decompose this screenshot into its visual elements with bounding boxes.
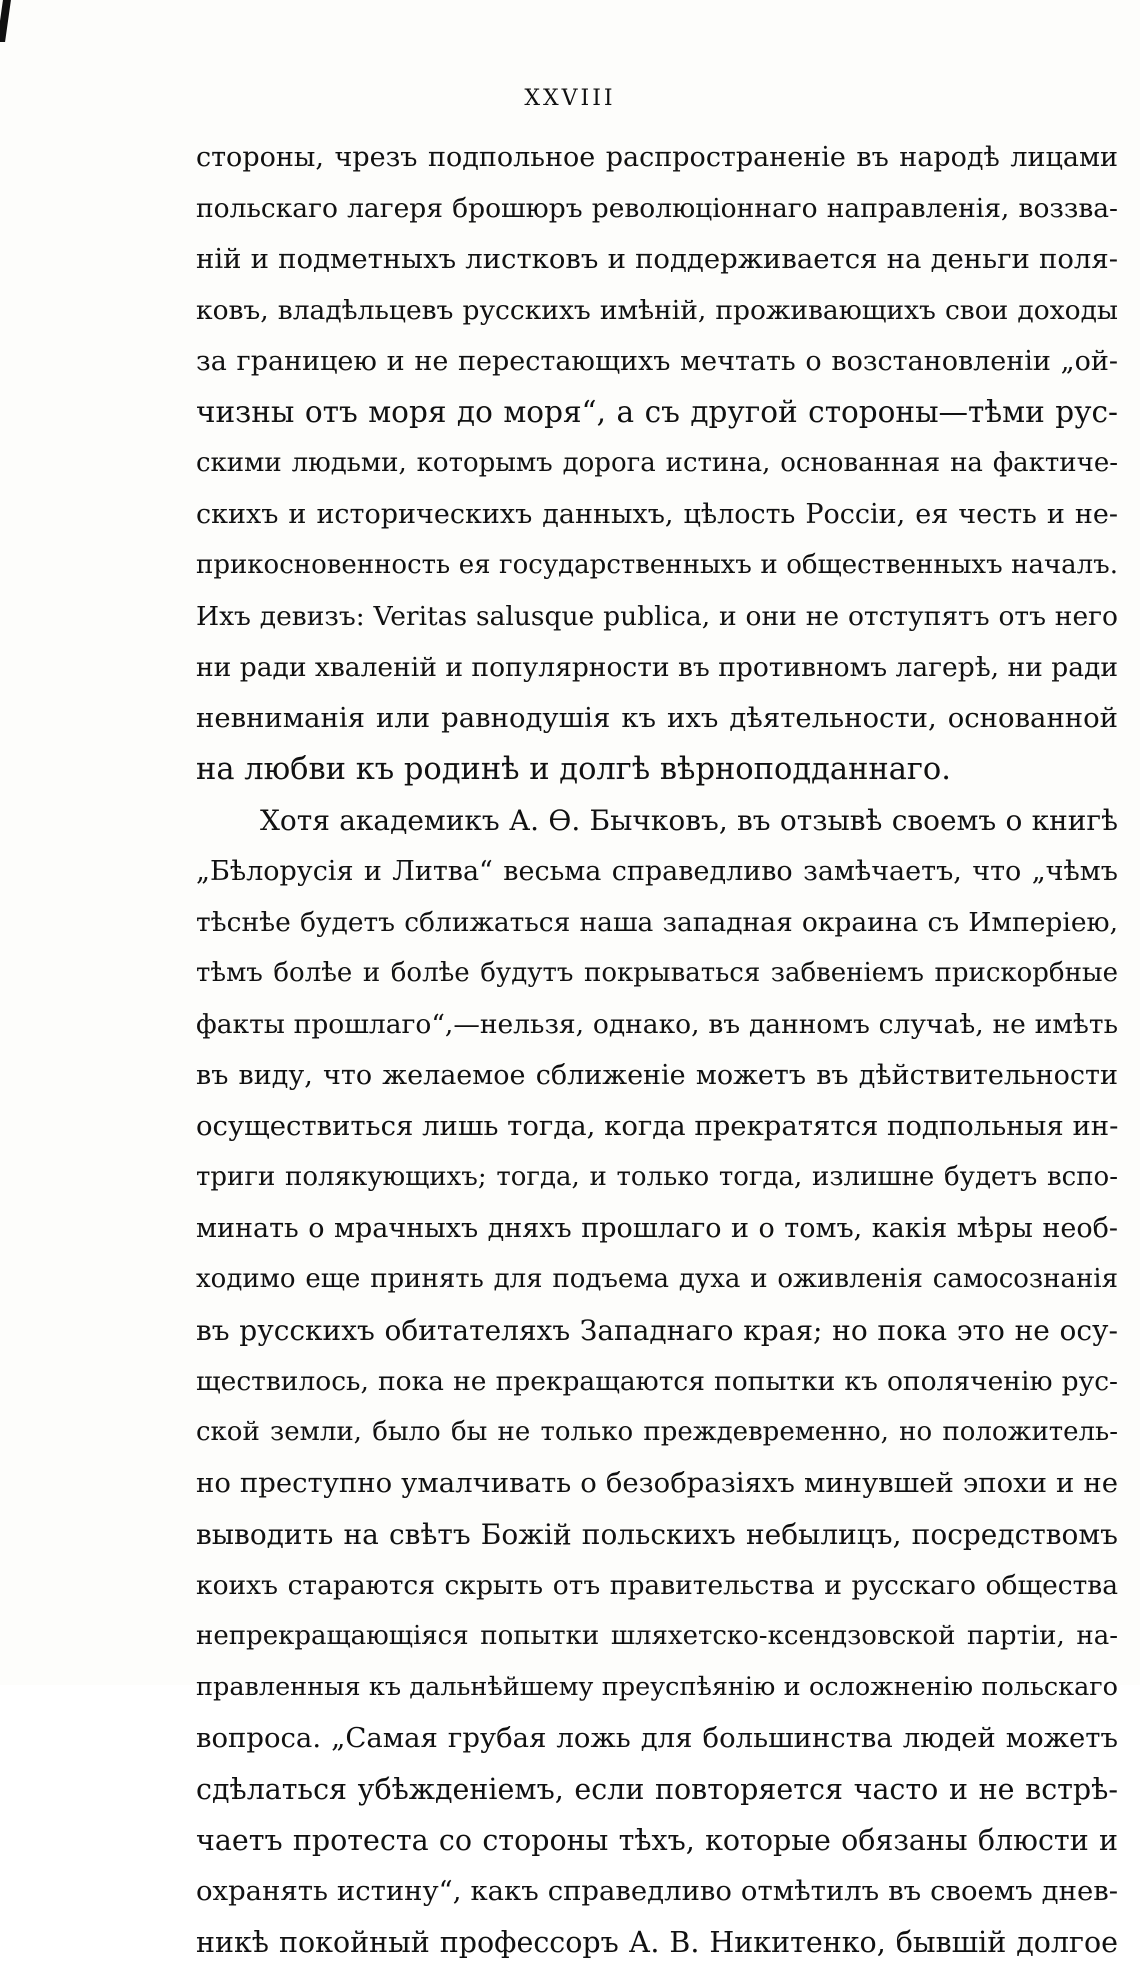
text-line: тѣснѣе будетъ сближаться наша западная окраина съ Имперіею, xyxy=(196,907,1118,938)
scan-edge-mark xyxy=(0,0,11,42)
text-line: никѣ покойный профессоръ А. В. Никитенко, бывшій долгое xyxy=(196,1926,1118,1959)
text-line: чаетъ протеста со стороны тѣхъ, которые обязаны блюсти и xyxy=(196,1824,1118,1857)
text-line: скими людьми, которымъ дорога истина, основанная на фактиче- xyxy=(196,448,1118,478)
text-line: въ виду, что желаемое сближеніе можетъ въ дѣйствительности xyxy=(196,1060,1118,1091)
text-line: триги полякующихъ; тогда, и только тогда, излишне будетъ вспо- xyxy=(196,1162,1118,1192)
text-line: осуществиться лишь тогда, когда прекратятся подпольныя ин- xyxy=(196,1110,1118,1142)
text-line: правленныя къ дальнѣйшему преуспѣянію и осложненію польскаго xyxy=(196,1672,1118,1702)
text-line: ни ради хваленій и популярности въ противномъ лагерѣ, ни ради xyxy=(196,652,1118,683)
text-line: „Бѣлорусія и Литва“ весьма справедливо замѣчаетъ, что „чѣмъ xyxy=(196,856,1118,887)
page-number: XXVIII xyxy=(524,86,616,111)
text-line: факты прошлаго“,—нельзя, однако, въ данномъ случаѣ, не имѣть xyxy=(196,1009,1118,1040)
text-line: ходимо еще принять для подъема духа и оживленія самосознанія xyxy=(196,1264,1118,1294)
text-line: сдѣлаться убѣжденіемъ, если повторяется часто и не встрѣ- xyxy=(196,1773,1118,1806)
text-line: тѣмъ болѣе и болѣе будутъ покрываться забвеніемъ прискорбные xyxy=(196,958,1118,988)
text-line: въ русскихъ обитателяхъ Западнаго края; но пока это не осу- xyxy=(196,1314,1118,1347)
text-line: ковъ, владѣльцевъ русскихъ имѣній, проживающихъ свои доходы xyxy=(196,295,1118,326)
text-line: скихъ и историческихъ данныхъ, цѣлость Россіи, ея честь и не- xyxy=(196,499,1118,530)
text-line: Ихъ девизъ: Veritas salusque publica, и они не отступятъ отъ него xyxy=(196,601,1118,632)
text-line: выводить на свѣтъ Божій польскихъ небылицъ, посредствомъ xyxy=(196,1518,1118,1551)
text-line: стороны, чрезъ подпольное распространеніе въ народѣ лицами xyxy=(196,142,1118,173)
text-line: невниманія или равнодушія къ ихъ дѣятельности, основанной xyxy=(196,702,1118,734)
text-line: но преступно умалчивать о безобразіяхъ минувшей эпохи и не xyxy=(196,1467,1118,1499)
text-line: минать о мрачныхъ дняхъ прошлаго и о томъ, какія мѣры необ- xyxy=(196,1213,1118,1244)
text-line: за границею и не перестающихъ мечтать о возстановленіи „ой- xyxy=(196,346,1118,377)
text-line: охранять истину“, какъ справедливо отмѣтилъ въ своемъ днев- xyxy=(196,1875,1118,1907)
body-text xyxy=(196,132,1118,1968)
text-line: Хотя академикъ А. Ѳ. Бычковъ, въ отзывѣ своемъ о книгѣ xyxy=(260,804,1118,837)
text-line: непрекращающіяся попытки шляхетско-ксендзовской партіи, на- xyxy=(196,1621,1118,1651)
text-line: польскаго лагеря брошюръ революціоннаго направленія, воззва- xyxy=(196,193,1118,224)
text-line: чизны отъ моря до моря“, а съ другой стороны—тѣми рус- xyxy=(196,395,1118,429)
text-line: коихъ стараются скрыть отъ правительства и русскаго общества xyxy=(196,1570,1118,1601)
text-line: ній и подметныхъ листковъ и поддерживается на деньги поля- xyxy=(196,243,1118,275)
text-line: прикосновенность ея государственныхъ и общественныхъ началъ. xyxy=(196,550,1118,580)
text-line: вопроса. „Самая грубая ложь для большинства людей можетъ xyxy=(196,1722,1118,1754)
text-line: ской земли, было бы не только преждевременно, но положитель- xyxy=(196,1417,1118,1447)
text-line: на любви къ родинѣ и долгѣ вѣрноподданнаго. xyxy=(196,752,951,787)
text-line: ществилось, пока не прекращаются попытки къ ополяченію рус- xyxy=(196,1366,1118,1397)
